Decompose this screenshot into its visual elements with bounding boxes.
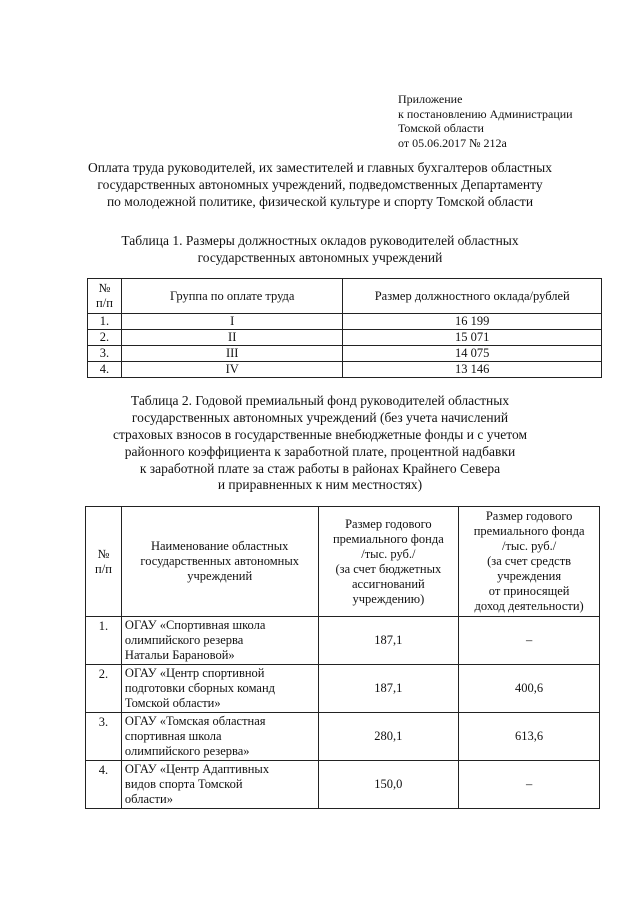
document-title-line: Оплата труда руководителей, их заместителей и главных бухгалтеров областных: [87, 160, 553, 175]
cell-num: 1.: [88, 314, 122, 330]
cell-name: ОГАУ «Центр спортивной подготовки сборных команд Томской области»: [121, 665, 318, 713]
cell-salary: 13 146: [343, 362, 602, 378]
cell-num: 2.: [86, 665, 122, 713]
cell-salary: 14 075: [343, 346, 602, 362]
document-title-line: государственных автономных учреждений, подведомственных Департаменту: [97, 176, 543, 192]
cell-group: II: [121, 330, 343, 346]
cell-income: –: [459, 761, 600, 809]
table2-title-line: к заработной плате за стаж работы в районах Крайнего Севера: [139, 460, 501, 476]
cell-budget: 187,1: [318, 617, 459, 665]
cell-budget: 280,1: [318, 713, 459, 761]
cell-group: I: [121, 314, 343, 330]
bonus-fund-table: [85, 506, 600, 809]
table-row: [86, 761, 600, 809]
document-title-line: по молодежной политике, физической культуре и спорту Томской области: [106, 193, 534, 209]
cell-name: ОГАУ «Центр Адаптивных видов спорта Томской области»: [121, 761, 318, 809]
header-num: № п/п: [86, 507, 122, 617]
table2-title-line: государственных автономных учреждений (без учета начислений: [131, 409, 509, 425]
table-row: [86, 713, 600, 761]
document-title: [60, 160, 580, 211]
appendix-line: Приложение: [398, 92, 463, 106]
header-num: № п/п: [88, 279, 122, 314]
cell-num: 2.: [88, 330, 122, 346]
table2-title-line: страховых взносов в государственные внебюджетные фонды и с учетом: [112, 426, 527, 442]
table2-title: [60, 393, 580, 494]
cell-budget: 187,1: [318, 665, 459, 713]
cell-budget: 150,0: [318, 761, 459, 809]
cell-group: III: [121, 346, 343, 362]
table-header-row: [86, 507, 600, 617]
table-row: [88, 330, 602, 346]
appendix-date-line: от 05.06.2017 № 212а: [398, 135, 507, 150]
appendix-line: Томской области: [398, 121, 484, 136]
header-budget: Размер годового премиального фонда /тыс. руб./ (за счет бюджетных ассигнований учреждению): [318, 507, 459, 617]
cell-income: –: [459, 617, 600, 665]
cell-salary: 16 199: [343, 314, 602, 330]
cell-income: 613,6: [459, 713, 600, 761]
table-row: [88, 314, 602, 330]
cell-num: 3.: [88, 346, 122, 362]
cell-name: ОГАУ «Спортивная школа олимпийского резерва Натальи Барановой»: [121, 617, 318, 665]
table-row: [88, 346, 602, 362]
cell-income: 400,6: [459, 665, 600, 713]
cell-num: 4.: [88, 362, 122, 378]
table2-title-line: и приравненных к ним местностях): [217, 477, 423, 493]
cell-group: IV: [121, 362, 343, 378]
appendix-line: к постановлению Администрации: [398, 106, 573, 121]
table-row: [88, 362, 602, 378]
appendix-block: [398, 92, 573, 151]
table1-title-line: Таблица 1. Размеры должностных окладов руководителей областных: [121, 233, 519, 248]
table2-title-line: Таблица 2. Годовой премиальный фонд руководителей областных: [130, 393, 510, 408]
cell-name: ОГАУ «Томская областная спортивная школа олимпийского резерва»: [121, 713, 318, 761]
cell-num: 4.: [86, 761, 122, 809]
table1-title: [60, 233, 580, 267]
table1-title-line: государственных автономных учреждений: [197, 249, 443, 265]
header-income: Размер годового премиального фонда /тыс. руб./ (за счет средств учреждения от приносящей доход деятельности): [459, 507, 600, 617]
header-salary: Размер должностного оклада/рублей: [343, 279, 602, 314]
table-header-row: [88, 279, 602, 314]
header-group: Группа по оплате труда: [121, 279, 343, 314]
cell-num: 1.: [86, 617, 122, 665]
table-row: [86, 665, 600, 713]
salary-table: [87, 278, 602, 378]
header-name: Наименование областных государственных автономных учреждений: [121, 507, 318, 617]
table2-title-line: районного коэффициента к заработной плате, процентной надбавки: [124, 443, 516, 459]
cell-num: 3.: [86, 713, 122, 761]
table-row: [86, 617, 600, 665]
cell-salary: 15 071: [343, 330, 602, 346]
